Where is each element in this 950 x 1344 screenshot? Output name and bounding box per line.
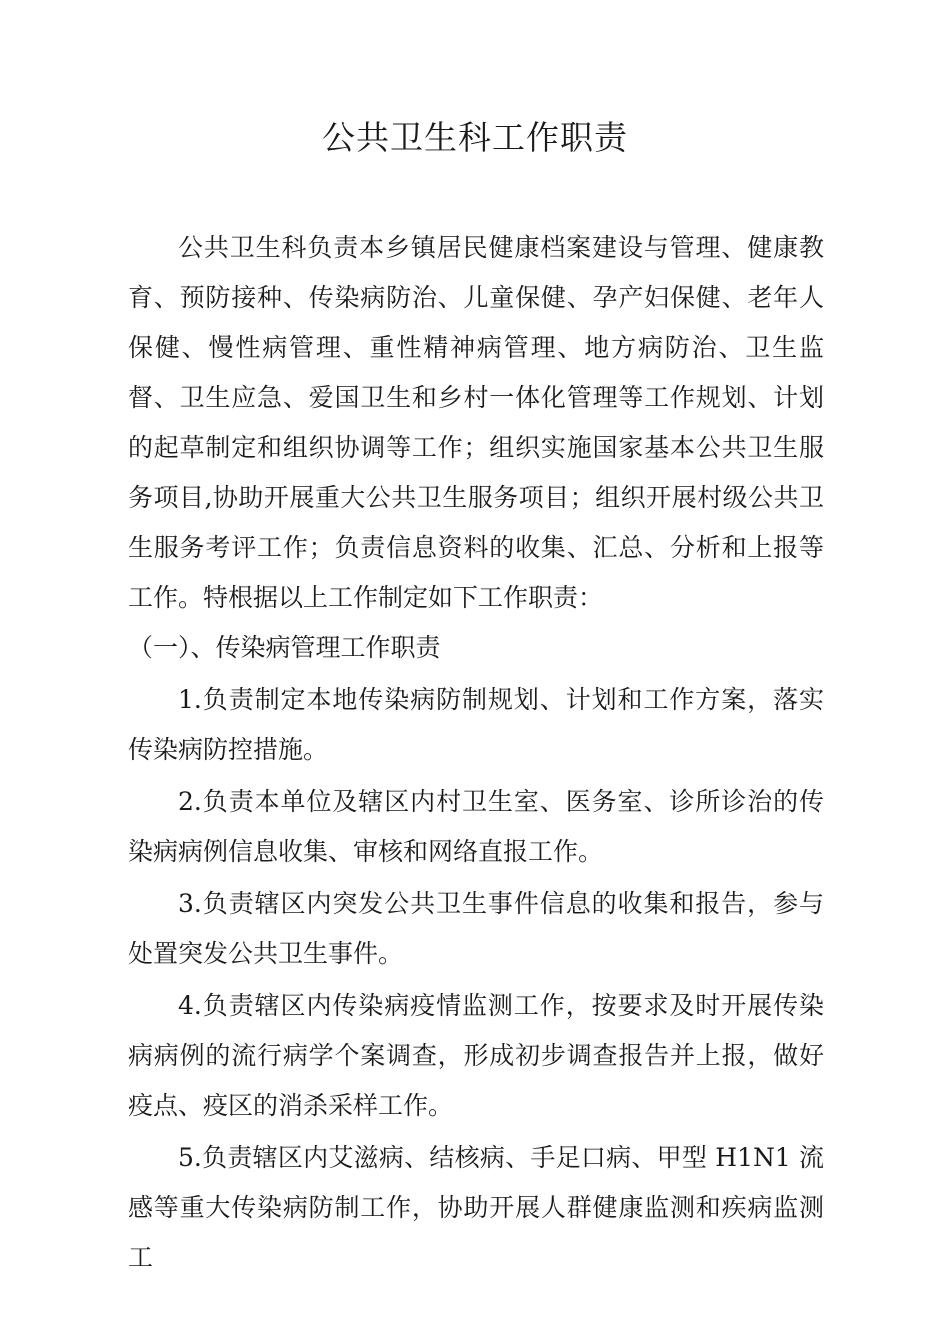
duty-item-4: 4.负责辖区内传染病疫情监测工作，按要求及时开展传染病病例的流行病学个案调查，形成初步调查报告并上报，做好疫点、疫区的消杀采样工作。 [128, 991, 824, 1120]
section-heading: （一）、传染病管理工作职责 [128, 633, 441, 662]
duty-item-3: 3.负责辖区内突发公共卫生事件信息的收集和报告，参与处置突发公共卫生事件。 [128, 889, 824, 968]
intro-paragraph: 公共卫生科负责本乡镇居民健康档案建设与管理、健康教育、预防接种、传染病防治、儿童保健、孕产妇保健、老年人保健、慢性病管理、重性精神病管理、地方病防治、卫生监督、卫生应急、爱国卫生和乡村一体化管理等工作规划、计划的起草制定和组织协调等工作；组织实施国家基本公共卫生服务项目,协助开展重大公共卫生服务项目；组织开展村级公共卫生服务考评工作；负责信息资料的收集、汇总、分析和上报等工作。特根据以上工作制定如下工作职责： [128, 233, 824, 612]
duty-item-2: 2.负责本单位及辖区内村卫生室、医务室、诊所诊治的传染病病例信息收集、审核和网络直报工作。 [128, 787, 824, 866]
duty-item-5: 5.负责辖区内艾滋病、结核病、手足口病、甲型 H1N1 流感等重大传染病防制工作，协助开展人群健康监测和疾病监测工 [128, 1143, 824, 1272]
document-title: 公共卫生科工作职责 [322, 118, 628, 157]
duty-item-1: 1.负责制定本地传染病防制规划、计划和工作方案，落实传染病防控措施。 [128, 685, 824, 764]
document-body [128, 223, 824, 1283]
